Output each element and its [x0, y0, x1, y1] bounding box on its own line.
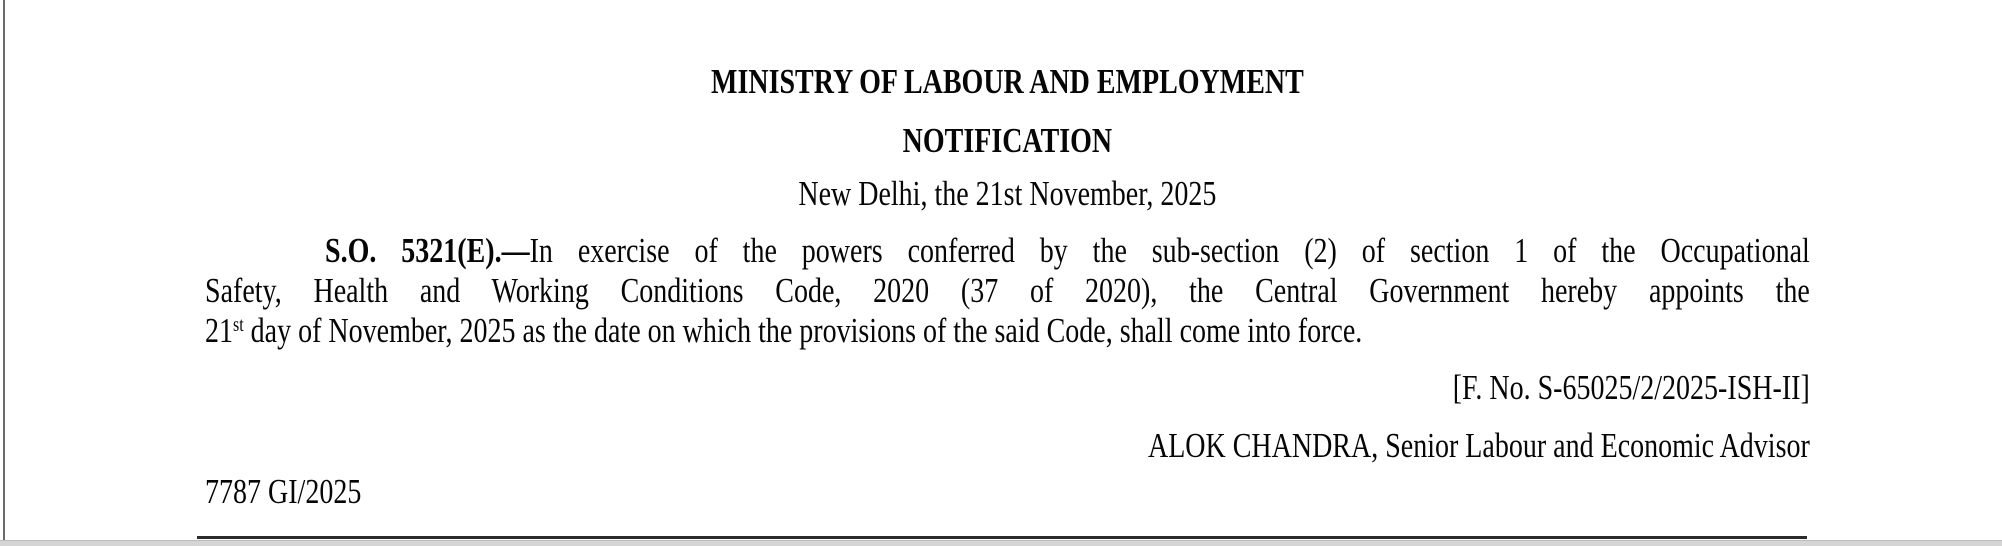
notification-heading: NOTIFICATION: [902, 121, 1113, 160]
print-code: 7787 GI/2025: [205, 472, 362, 511]
body-line-1-text: In exercise of the powers conferred by the sub-section (2) of section 1 of the Occupational: [529, 231, 1810, 270]
notification-text-column: [205, 0, 1810, 546]
signatory-line: ALOK CHANDRA, Senior Labour and Economic Advisor: [1147, 426, 1810, 465]
so-number: S.O. 5321(E).—: [325, 231, 530, 270]
body-paragraph-line-3: [205, 310, 1810, 352]
ordinal-superscript: st: [233, 314, 244, 336]
page-left-edge-line: [3, 0, 5, 541]
day-number: 21: [205, 311, 233, 350]
body-line-3-text: day of November, 2025 as the date on which the provisions of the said Code, shall come into force.: [243, 311, 1363, 350]
ministry-heading: MINISTRY OF LABOUR AND EMPLOYMENT: [711, 62, 1304, 101]
dateline: New Delhi, the 21st November, 2025: [798, 174, 1217, 213]
page-bottom-gutter: [0, 540, 2002, 546]
body-paragraph-line-1: [205, 230, 1810, 272]
body-paragraph-line-2: Safety, Health and Working Conditions Code, 2020 (37 of 2020), the Central Government hereby appoints the: [205, 271, 1810, 310]
file-number: [F. No. S-65025/2/2025-ISH-II]: [1452, 368, 1810, 407]
footer-rule: [197, 536, 1807, 539]
